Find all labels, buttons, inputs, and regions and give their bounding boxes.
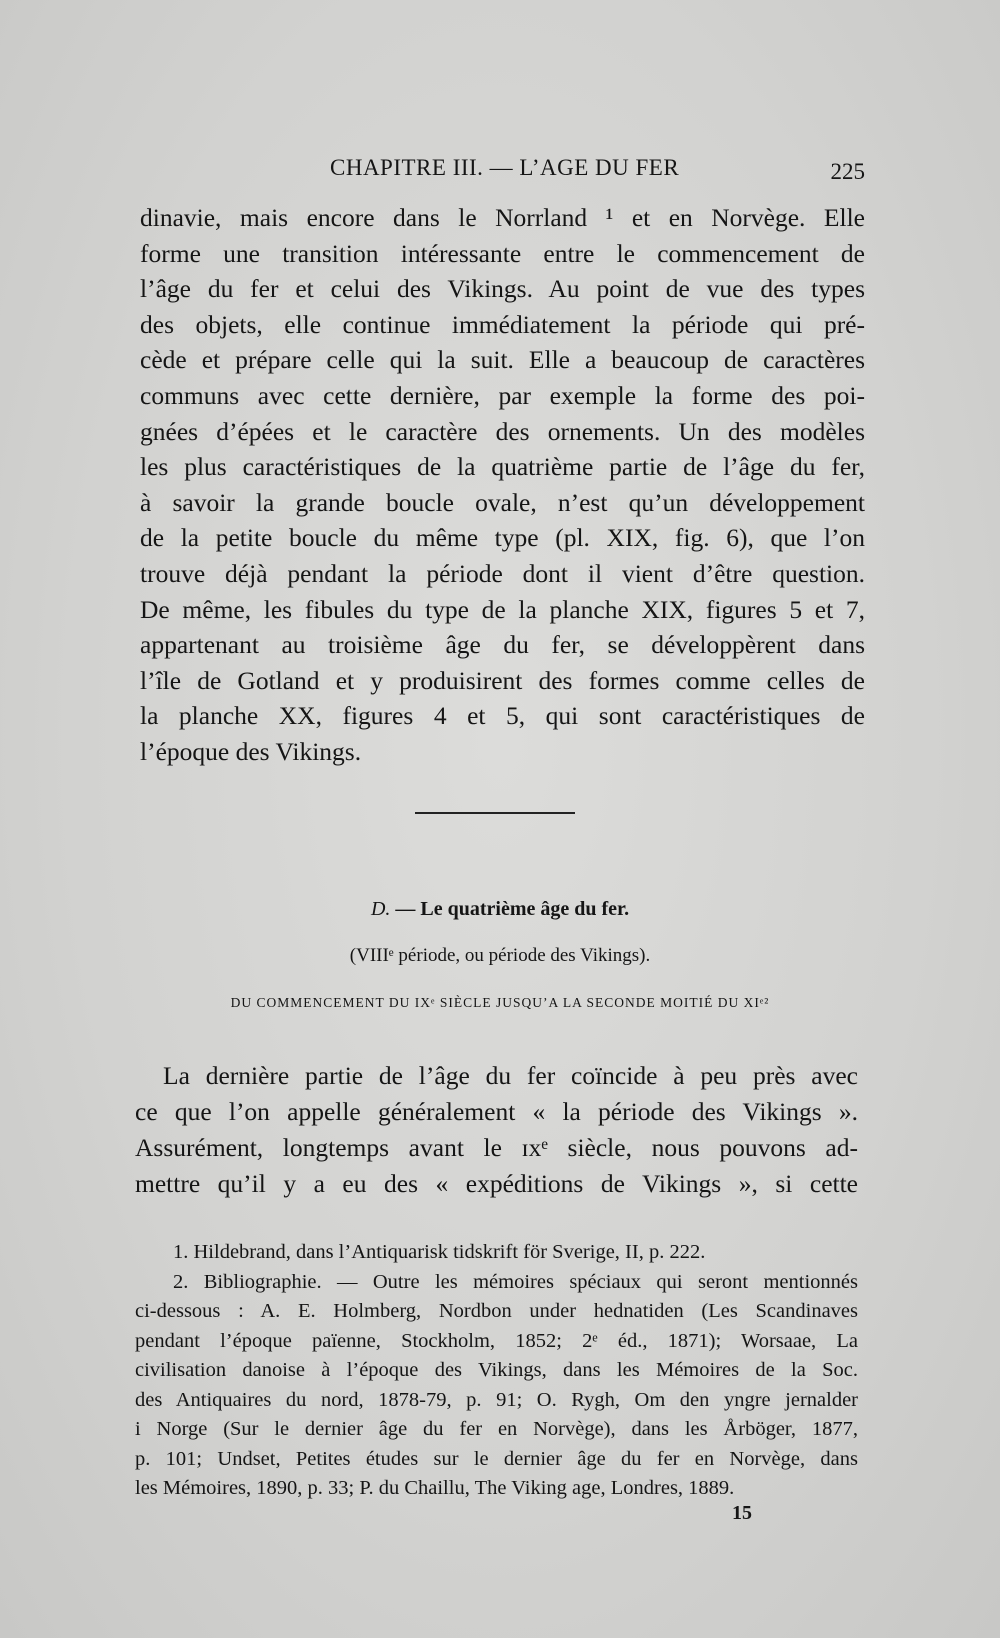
footnote-2-line: pendant l’époque païenne, Stockholm, 1852; 2ᵉ éd., 1871); Worsaae, La bbox=[135, 1329, 858, 1352]
text-line: de la petite boucle du même type (pl. XIX, fig. 6), que l’on bbox=[140, 523, 865, 553]
signature-mark: 15 bbox=[732, 1502, 752, 1524]
text-line: les plus caractéristiques de la quatrième partie de l’âge du fer, bbox=[140, 452, 865, 482]
text-line: l’île de Gotland et y produisirent des formes comme celles de bbox=[140, 665, 865, 695]
text-line: Assurément, longtemps avant le ɪxᵉ siècle, nous pouvons ad- bbox=[135, 1133, 858, 1162]
page-number: 225 bbox=[830, 159, 865, 184]
text-line: ce que l’on appelle généralement « la période des Vikings ». bbox=[135, 1097, 858, 1126]
footnote-2-line: ci-dessous : A. E. Holmberg, Nordbon under hednatiden (Les Scandinaves bbox=[135, 1300, 858, 1322]
text-line: gnées d’épées et le caractère des ornements. Un des modèles bbox=[140, 416, 865, 446]
text-line: forme une transition intéressante entre le commencement de bbox=[140, 238, 865, 268]
text-line: l’époque des Vikings. bbox=[140, 736, 362, 766]
section-letter: D. bbox=[370, 898, 391, 920]
section-date-range: DU COMMENCEMENT DU IXᵉ SIÈCLE JUSQU’A LA SECONDE MOITIÉ DU XIᵉ² bbox=[230, 995, 770, 1010]
section-subtitle: (VIIIᵉ période, ou période des Vikings). bbox=[349, 945, 651, 966]
footnote-1: 1. Hildebrand, dans l’Antiquarisk tidskrift för Sverige, II, p. 222. bbox=[173, 1241, 706, 1263]
footnote-2-line: les Mémoires, 1890, p. 33; P. du Chaillu, The Viking age, Londres, 1889. bbox=[135, 1477, 735, 1499]
text-line: communs avec cette dernière, par exemple la forme des poi- bbox=[140, 380, 865, 410]
text-line: à savoir la grande boucle ovale, n’est qu’un développement bbox=[140, 487, 865, 517]
page-header bbox=[140, 155, 865, 195]
running-title: CHAPITRE III. — L’AGE DU FER bbox=[330, 155, 680, 180]
text-line: mettre qu’il y a eu des « expéditions de Vikings », si cette bbox=[135, 1169, 858, 1198]
section-heading bbox=[0, 898, 1000, 921]
footnotes bbox=[135, 1238, 858, 1504]
text-line: La dernière partie de l’âge du fer coïncide à peu près avec bbox=[163, 1061, 858, 1090]
section-divider bbox=[415, 812, 575, 814]
text-line: De même, les fibules du type de la planche XIX, figures 5 et 7, bbox=[140, 594, 865, 624]
text-line: appartenant au troisième âge du fer, se développèrent dans bbox=[140, 630, 865, 660]
paragraph-continuation bbox=[140, 200, 865, 770]
text-line: trouve déjà pendant la période dont il vient d’être question. bbox=[140, 558, 865, 588]
text-line: la planche XX, figures 4 et 5, qui sont caractéristiques de bbox=[140, 701, 865, 731]
footnote-2-line: i Norge (Sur le dernier âge du fer en Norvège), dans les Årböger, 1877, bbox=[135, 1418, 858, 1440]
footnote-2-line: civilisation danoise à l’époque des Vikings, dans les Mémoires de la Soc. bbox=[135, 1359, 858, 1381]
footnote-2-line: des Antiquaires du nord, 1878-79, p. 91; O. Rygh, Om den yngre jernalder bbox=[135, 1388, 858, 1411]
text-line: des objets, elle continue immédiatement la période qui pré- bbox=[140, 309, 865, 339]
section-title: — Le quatrième âge du fer. bbox=[390, 898, 630, 920]
section-paragraph bbox=[135, 1058, 858, 1202]
text-line: dinavie, mais encore dans le Norrland ¹ et en Norvège. Elle bbox=[140, 203, 865, 232]
text-line: l’âge du fer et celui des Vikings. Au point de vue des types bbox=[140, 274, 865, 304]
footnote-2-line: p. 101; Undset, Petites études sur le dernier âge du fer en Norvège, dans bbox=[135, 1447, 858, 1470]
footnote-2-line: 2. Bibliographie. — Outre les mémoires spéciaux qui seront mentionnés bbox=[173, 1270, 858, 1293]
text-line: cède et prépare celle qui la suit. Elle a beaucoup de caractères bbox=[140, 345, 865, 375]
